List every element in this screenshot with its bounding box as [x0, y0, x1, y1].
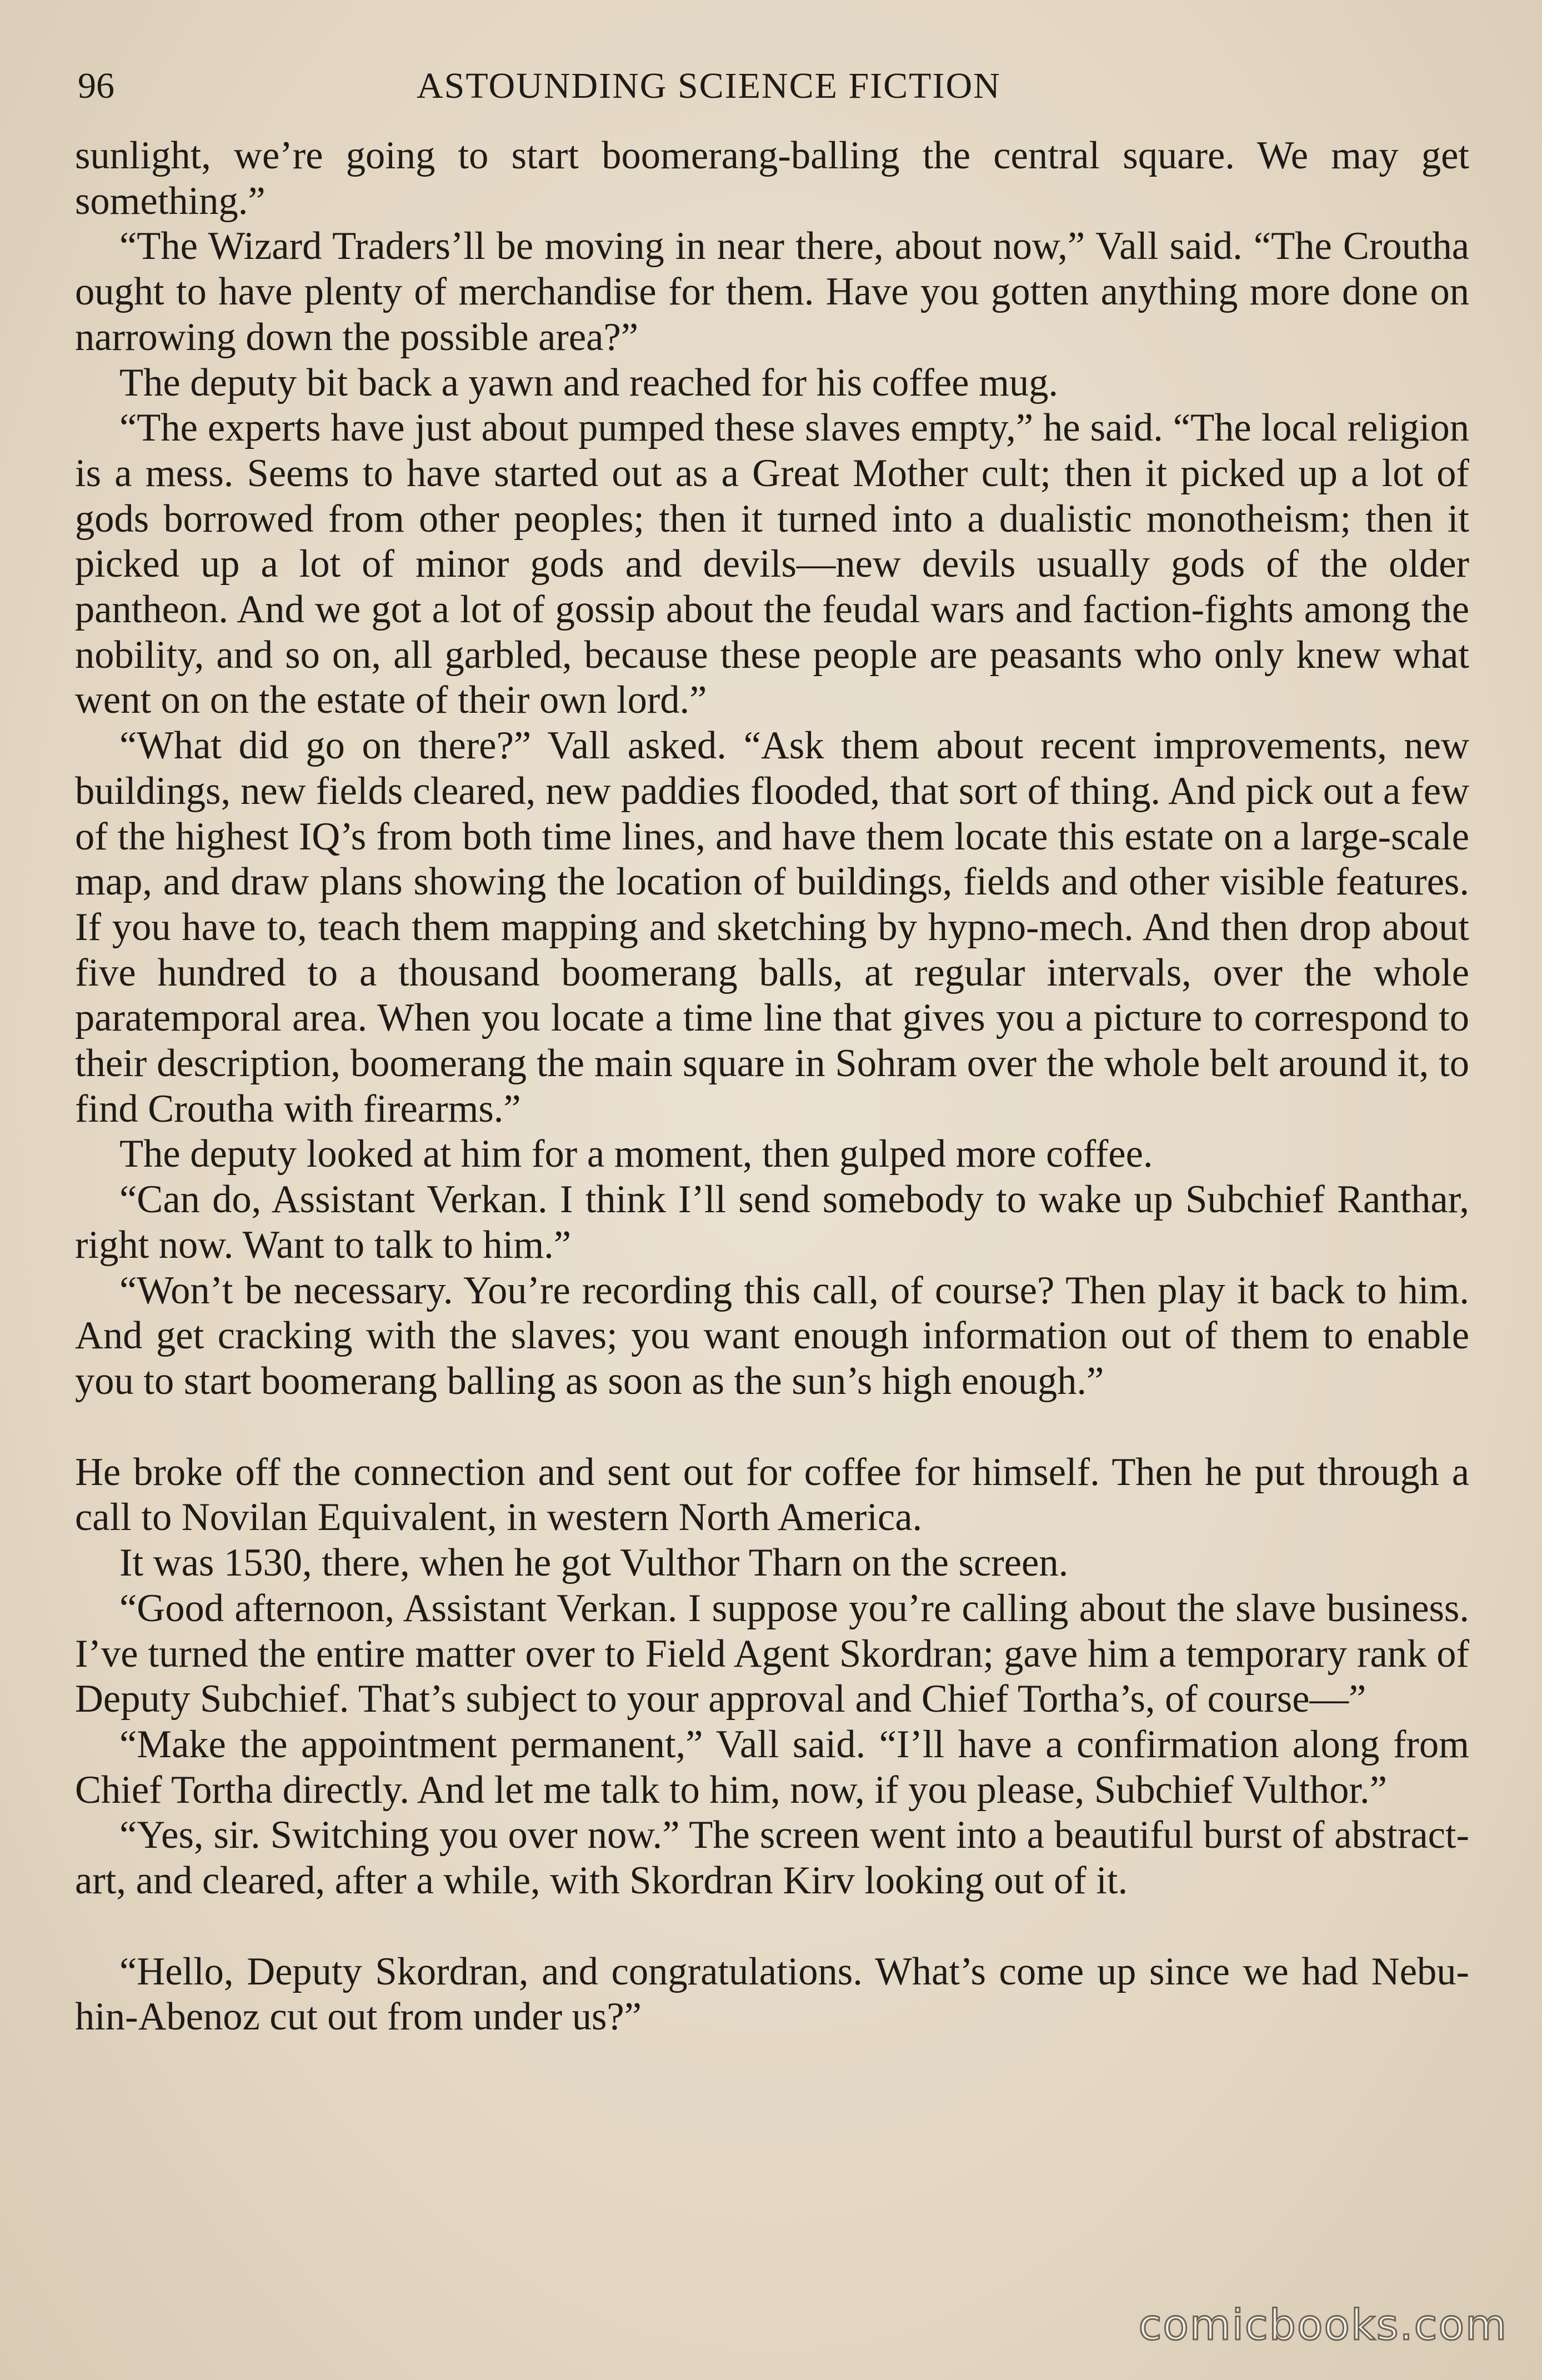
paragraph: “Hello, Deputy Skordran, and congratulations. What’s come up since we had Nebu-hin-Abenoz cut out from under us?” — [75, 1949, 1469, 2039]
paragraph: sunlight, we’re going to start boomerang-balling the central square. We may get something.” — [75, 134, 1469, 223]
paragraph: The deputy looked at him for a moment, then gulped more coffee. — [119, 1132, 1153, 1176]
paragraph: He broke off the connection and sent out for coffee for himself. Then he put through a call to Novilan Equivalent, in western North America. — [75, 1450, 1469, 1539]
paragraph: “Yes, sir. Switching you over now.” The screen went into a beautiful burst of abstract-art, and cleared, after a while, with Skordran Kirv looking out of it. — [75, 1813, 1469, 1903]
paragraph: It was 1530, there, when he got Vulthor Tharn on the screen. — [119, 1541, 1069, 1585]
watermark: comicbooks.com — [1138, 2300, 1508, 2349]
section-break — [75, 1904, 1469, 1949]
paragraph: “The Wizard Traders’ll be moving in near there, about now,” Vall said. “The Croutha ought to have plenty of merchandise for them. Have you gotten anything more done on narrowing down the possible area?” — [75, 224, 1469, 359]
body-text — [75, 133, 1469, 2040]
paragraph: “What did go on there?” Vall asked. “Ask them about recent improvements, new buildings, new fields cleared, new paddies flooded, that sort of thing. And pick out a few of the highest IQ’s from both time lines, and have them locate this estate on a large-scale map, and draw plans showing the location of buildings, fields and other visible features. If you have to, teach them mapping and sketching by hypno-mech. And then drop about five hundred to a thousand boomerang balls, at regular intervals, over the whole paratemporal area. When you locate a time line that gives you a picture to correspond to their description, boomerang the main square in Sohram over the whole belt around it, to find Croutha with firearms.” — [75, 724, 1469, 1131]
page-number: 96 — [78, 66, 114, 106]
paragraph: The deputy bit back a yawn and reached for his coffee mug. — [119, 361, 1059, 404]
paragraph: “Good afternoon, Assistant Verkan. I suppose you’re calling about the slave business. I’ve turned the entire matter over to Field Agent Skordran; gave him a temporary rank of Deputy Subchief. That’s subject to your approval and Chief Tortha’s, of course—” — [75, 1586, 1469, 1721]
running-title: ASTOUNDING SCIENCE FICTION — [417, 66, 1001, 106]
paragraph: “Make the appointment permanent,” Vall said. “I’ll have a confirmation along from Chief Tortha directly. And let me talk to him, now, if you please, Subchief Vulthor.” — [75, 1722, 1469, 1812]
section-break — [75, 1404, 1469, 1450]
paragraph: “Won’t be necessary. You’re recording this call, of course? Then play it back to him. And get cracking with the slaves; you want enough information out of them to enable you to start boomerang balling as soon as the sun’s high enough.” — [75, 1268, 1469, 1403]
paragraph: “The experts have just about pumped these slaves empty,” he said. “The local religion is a mess. Seems to have started out as a Great Mother cult; then it picked up a lot of gods borrowed from other peoples; then it turned into a dualistic monotheism; then it picked up a lot of minor gods and devils—new devils usually gods of the older pantheon. And we got a lot of gossip about the feudal wars and faction-fights among the nobility, and so on, all garbled, because these people are peasants who only knew what went on on the estate of their own lord.” — [75, 406, 1469, 722]
running-head — [78, 58, 1139, 114]
paragraph: “Can do, Assistant Verkan. I think I’ll send somebody to wake up Subchief Ranthar, right now. Want to talk to him.” — [75, 1178, 1469, 1267]
